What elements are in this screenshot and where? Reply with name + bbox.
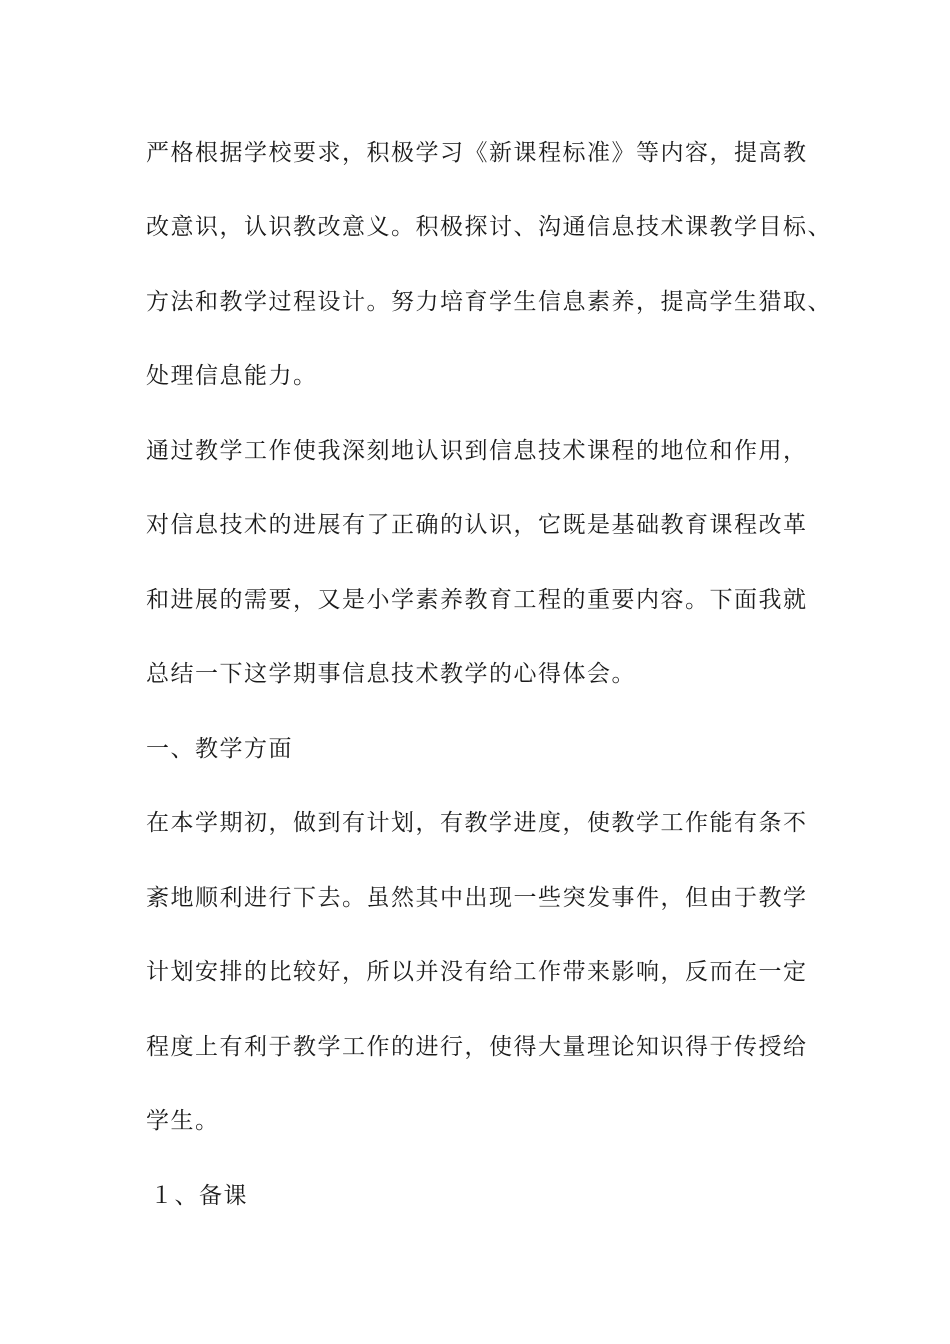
paragraph-line: 总结一下这学期事信息技术教学的心得体会。 (146, 661, 636, 687)
paragraph-line: 学生。 (146, 1108, 220, 1134)
paragraph-line: 紊地顺利进行下去。虽然其中出现一些突发事件，但由于教学 (146, 885, 808, 911)
paragraph-line: 处理信息能力。 (146, 363, 318, 389)
paragraph-line: 通过教学工作使我深刻地认识到信息技术课程的地位和作用， (146, 438, 808, 464)
paragraph-line: 方法和教学过程设计。努力培育学生信息素养，提高学生猎取、 (146, 289, 832, 315)
subsection-heading: １、备课 (150, 1183, 248, 1209)
paragraph-line: 严格根据学校要求，积极学习《新课程标准》等内容，提高教 (146, 140, 808, 166)
paragraph-line: 对信息技术的进展有了正确的认识，它既是基础教育课程改革 (146, 512, 808, 538)
paragraph-line: 程度上有利于教学工作的进行，使得大量理论知识得于传授给 (146, 1034, 808, 1060)
paragraph-line: 在本学期初，做到有计划，有教学进度，使教学工作能有条不 (146, 810, 808, 836)
paragraph-line: 计划安排的比较好，所以并没有给工作带来影响，反而在一定 (146, 959, 808, 985)
paragraph-line: 改意识，认识教改意义。积极探讨、沟通信息技术课教学目标、 (146, 214, 832, 240)
section-heading: 一、教学方面 (146, 736, 293, 762)
paragraph-line: 和进展的需要，又是小学素养教育工程的重要内容。下面我就 (146, 587, 808, 613)
